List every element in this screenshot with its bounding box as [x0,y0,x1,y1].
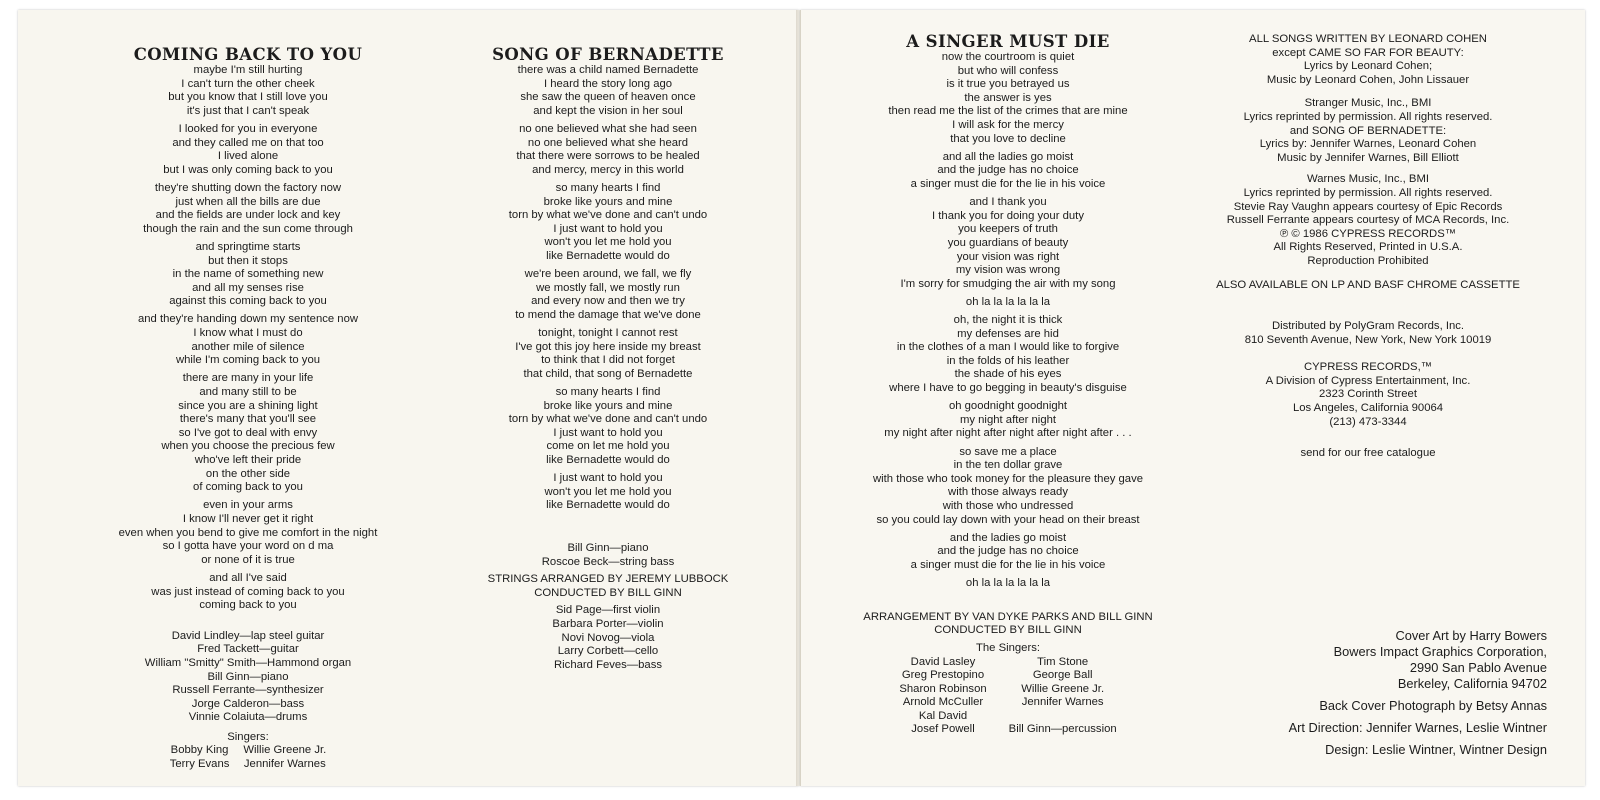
lyric-line: it's just that I can't speak [186,104,310,117]
lyric-line: another mile of silence [191,340,305,353]
credit-line: George Ball [1032,669,1093,682]
coming-back-to-you-column [78,46,418,772]
lyric-line: so you could lay down with your head on their breast [876,513,1140,526]
info-line: Music by Jennifer Warnes, Bill Elliott [1277,151,1459,164]
lyric-stanza [833,532,1183,573]
credit-line: Novi Novog—viola [561,631,655,644]
lyric-line: I'm sorry for smudging the air with my song [900,277,1116,290]
credit-line: Willie Greene Jr. [1021,682,1105,695]
lyric-line: I lived alone [217,150,279,163]
lyric-line: your vision was right [956,250,1060,263]
credit-line: 2990 San Pablo Avenue [1409,660,1547,675]
lyric-line: then read me the list of the crimes that are mine [888,105,1128,118]
info-line: Lyrics by: Jennifer Warnes, Leonard Cohen [1259,138,1477,151]
info-line: 2323 Corinth Street [1319,388,1417,401]
musician-credits-bernadette [438,542,778,569]
lyric-stanza [78,372,418,494]
lyric-line: now the courtroom is quiet [941,51,1075,63]
lyric-line: a singer must die for the lie in his voice [910,558,1106,571]
song-title-coming-back: COMING BACK TO YOU [133,45,363,64]
credit-line: Greg Prestopino [901,669,985,682]
strings-credit [438,573,778,600]
credit-line: Bill Ginn—piano [567,541,649,554]
cover-credits [1289,628,1547,758]
lyric-line: and the judge has no choice [937,164,1079,177]
lyric-line: we mostly fall, we mostly run [536,281,680,294]
info-line: send for our free catalogue [1300,447,1436,460]
art-direction-credit: Art Direction: Jennifer Warnes, Leslie Wintner [1288,720,1547,735]
credit-line: Cover Art by Harry Bowers [1395,628,1547,643]
lyric-line: and all I've said [209,571,287,584]
lyric-line: maybe I'm still hurting [193,64,303,76]
lyric-line: that child, that song of Bernadette [523,367,693,380]
lyric-line: and kept the vision in her soul [533,104,683,117]
lyric-stanza [78,572,418,613]
song-title-singer: A SINGER MUST DIE [906,32,1110,51]
lyrics-singer [833,51,1183,591]
lyric-line: come on let me hold you [546,440,670,453]
lyric-line: a singer must die for the lie in his voice [910,177,1106,190]
singers-column [1009,656,1117,738]
lyric-line: I just want to hold you [553,222,663,235]
lyric-stanza [78,64,418,118]
lyric-stanza [833,51,1183,146]
lyric-line: even when you bend to give me comfort in the night [118,526,378,539]
lyric-stanza [438,268,778,322]
lyric-line: was just instead of coming back to you [151,585,345,598]
lyric-line: oh goodnight goodnight [948,400,1068,413]
lyric-line: and the judge has no choice [937,545,1079,558]
lyric-line: and springtime starts [195,240,301,253]
lyric-stanza [78,182,418,236]
lyric-line: just when all the bills are due [175,195,321,208]
lyric-stanza [438,64,778,118]
lyric-line: I thank you for doing your duty [932,209,1084,222]
info-block [1193,447,1543,461]
lyric-line: won't you let me hold you [544,485,672,498]
lyric-line: coming back to you [199,599,297,612]
lyric-line: torn by what we've done and can't undo [508,413,708,426]
credit-line: Josef Powell [911,723,975,736]
lyric-line: but I was only coming back to you [163,163,333,176]
lyric-line: when you choose the precious few [161,440,335,453]
a-singer-must-die-column [833,33,1183,737]
lyric-line: my vision was wrong [955,264,1061,277]
lyric-line: I just want to hold you [553,472,663,485]
lyric-stanza [438,182,778,264]
credit-line: Jennifer Warnes [1021,696,1104,709]
credit-line: Sharon Robinson [899,682,987,695]
credit-line: Bill Ginn—piano [207,670,289,683]
lyric-stanza [833,151,1183,192]
lyric-stanza [833,196,1183,291]
strings-players [438,604,778,672]
info-block [1193,279,1543,293]
info-block [1193,320,1543,347]
info-line: Los Angeles, California 90064 [1292,402,1444,415]
singers-label: Singers: [227,730,269,743]
lyric-stanza [78,313,418,367]
lyric-stanza [438,386,778,468]
lyric-line: and the ladies go moist [949,531,1067,544]
lyric-stanza [438,327,778,381]
lyric-line: like Bernadette would do [546,454,670,466]
lyric-line: in the name of something new [172,268,324,281]
info-line: Lyrics by Leonard Cohen; [1303,60,1433,73]
credit-line: Roscoe Beck—string bass [541,555,675,568]
credit-line [1009,710,1117,724]
lyric-line: like Bernadette would do [546,249,670,262]
lyric-line: though the rain and the sun come through [143,222,353,235]
lyric-line: and many still to be [199,386,297,399]
lyric-line: my night after night [959,413,1057,426]
lyric-line: and they called me on that too [172,136,324,149]
info-line: Warnes Music, Inc., BMI [1307,173,1429,186]
lyric-line: so I've got to deal with envy [178,426,318,439]
lyric-stanza [833,577,1183,591]
musician-credits-coming-back [78,630,418,725]
credit-line: Vinnie Colaiuta—drums [188,711,308,724]
lyric-line: you guardians of beauty [947,236,1069,249]
info-line: Lyrics reprinted by permission. All rights reserved. [1243,110,1493,123]
lyric-line: broke like yours and mine [543,195,673,208]
lyric-line: to think that I did not forget [541,354,675,367]
lyric-line: against this coming back to you [169,295,327,308]
lyric-stanza [78,499,418,567]
info-block [1193,361,1543,429]
lyric-line: won't you let me hold you [544,236,672,249]
lyric-line: I know what I must do [193,327,303,340]
lyric-line: there are many in your life [182,372,314,385]
singers-column [170,744,230,771]
lyric-line: in the clothes of a man I would like to forgive [896,341,1120,354]
info-line: except CAME SO FAR FOR BEAUTY: [1272,46,1464,59]
lyric-line: I can't turn the other cheek [181,77,315,90]
lyric-line: and they're handing down my sentence now [137,313,359,326]
lyric-line: to mend the damage that we've done [515,308,701,321]
singers-column [243,744,326,771]
credit-line: Tim Stone [1037,655,1089,668]
lyric-line: and all the ladies go moist [942,150,1074,163]
lyric-line: with those always ready [948,486,1068,499]
lyric-line: torn by what we've done and can't undo [508,209,708,222]
lyric-stanza [438,123,778,177]
credit-line: Jennifer Warnes [243,758,326,771]
lyric-line: and every now and then we try [531,295,685,308]
singers-column [899,656,986,738]
credit-line: Barbara Porter—violin [552,617,664,630]
credit-line: Terry Evans [169,758,230,771]
lyric-stanza [833,314,1183,396]
credit-line: Bobby King [170,744,229,757]
lyric-line: even in your arms [203,499,293,512]
lyric-line: oh la la la la la la [965,295,1051,308]
lyric-line: who've left their pride [194,454,302,466]
info-line: Music by Leonard Cohen, John Lissauer [1266,73,1470,86]
info-line: A Division of Cypress Entertainment, Inc. [1265,374,1471,387]
info-line: ALL SONGS WRITTEN BY LEONARD COHEN [1249,33,1487,45]
lyric-line: on the other side [205,467,291,480]
lyric-line: with those who undressed [942,499,1074,512]
lyric-line: she saw the queen of heaven once [520,91,696,104]
cover-art-credit [1289,628,1547,692]
lyric-line: we're been around, we fall, we fly [524,268,692,281]
lyric-line: oh la la la la la la [965,577,1051,590]
credit-line: Bill Ginn—percussion [1008,723,1117,736]
credit-line: David Lasley [910,655,976,668]
lyric-line: that there were sorrows to be healed [516,150,700,163]
lyric-stanza [833,400,1183,441]
lyric-line: and I thank you [969,196,1047,209]
lyric-line: tonight, tonight I cannot rest [538,327,678,340]
credit-line: CONDUCTED BY BILL GINN [534,586,682,599]
song-title-bernadette: SONG OF BERNADETTE [492,45,724,64]
info-line: Russell Ferrante appears courtesy of MCA Records, Inc. [1226,214,1510,227]
lyric-line: where I have to go begging in beauty's disguise [889,382,1127,395]
singers-label: The Singers: [975,641,1041,654]
credit-line: Berkeley, California 94702 [1397,676,1547,691]
info-line: ALSO AVAILABLE ON LP AND BASF CHROME CASSETTE [1216,278,1520,291]
credit-line: Richard Feves—bass [554,658,662,671]
lyric-line: there's many that you'll see [179,413,317,426]
photo-credit: Back Cover Photograph by Betsy Annas [1319,698,1547,713]
credit-line: Willie Greene Jr. [243,744,327,757]
credit-line: David Lindley—lap steel guitar [171,629,325,642]
credit-line: Fred Tackett—guitar [197,643,299,656]
lyric-line: I just want to hold you [553,426,663,439]
lyric-stanza [78,241,418,309]
lyric-line: like Bernadette would do [546,499,670,512]
lyric-line: broke like yours and mine [543,399,673,412]
credit-line: William "Smitty" Smith—Hammond organ [144,656,352,669]
info-line: Distributed by PolyGram Records, Inc. [1271,320,1465,333]
lyric-line: there was a child named Bernadette [517,64,699,76]
singers-grid [78,744,418,771]
info-line: ℗ © 1986 CYPRESS RECORDS™ [1279,227,1457,240]
credit-line: Bowers Impact Graphics Corporation, [1333,644,1547,659]
lyric-stanza [438,472,778,513]
lyric-line: my night after night after night after night after . . . [884,427,1132,440]
info-block [1193,97,1543,165]
lyric-line: I know I'll never get it right [182,512,314,525]
info-line: Stranger Music, Inc., BMI [1304,97,1432,110]
design-credit: Design: Leslie Wintner, Wintner Design [1325,742,1547,757]
lyric-line: the answer is yes [964,91,1052,104]
lyric-stanza [833,446,1183,528]
left-page [18,10,799,786]
lyric-line: so save me a place [959,445,1057,458]
lyric-line: the shade of his eyes [954,368,1062,381]
info-line: and SONG OF BERNADETTE: [1289,124,1447,137]
lyric-line: but who will confess [957,64,1059,77]
lyric-stanza [833,296,1183,310]
credit-line: Russell Ferrante—synthesizer [172,684,324,697]
lyric-line: they're shutting down the factory now [154,181,342,194]
info-line: All Rights Reserved, Printed in U.S.A. [1273,241,1463,254]
lyric-line: no one believed what she heard [527,136,689,149]
lyric-line: but then it stops [208,254,288,267]
info-line: CYPRESS RECORDS,™ [1303,361,1433,374]
credit-line: Larry Corbett—cello [557,645,659,658]
credit-line: Kal David [918,709,968,722]
lyrics-coming-back [78,64,418,613]
lyric-line: you keepers of truth [958,223,1058,236]
lyric-line: since you are a shining light [178,399,318,412]
arrangement-credit [833,611,1183,638]
info-line: Stevie Ray Vaughn appears courtesy of Epic Records [1233,200,1503,213]
info-line: Lyrics reprinted by permission. All rights reserved. [1243,186,1493,199]
credit-line: ARRANGEMENT BY VAN DYKE PARKS AND BILL GINN [863,610,1153,623]
lyric-line: in the ten dollar grave [953,459,1063,472]
info-block [1193,33,1543,87]
lyric-stanza [78,123,418,177]
lyrics-bernadette [438,64,778,513]
lyric-line: no one believed what she had seen [519,122,697,135]
lyric-line: and the fields are under lock and key [155,209,341,222]
lyric-line: in the folds of his leather [946,354,1070,367]
credit-line: Sid Page—first violin [555,604,661,617]
publishing-info-column [1193,33,1543,461]
lyric-line: or none of it is true [201,553,295,566]
credit-line: Arnold McCuller [902,696,984,709]
lyric-line: I looked for you in everyone [178,122,318,135]
lyric-line: of coming back to you [193,481,303,494]
song-of-bernadette-column [438,46,778,672]
lyric-line: I heard the story long ago [543,77,673,90]
lyric-line: oh, the night it is thick [953,314,1063,327]
info-line: (213) 473-3344 [1329,415,1407,428]
credit-line: CONDUCTED BY BILL GINN [934,624,1082,637]
credit-line: STRINGS ARRANGED BY JEREMY LUBBOCK [487,573,729,586]
lyric-line: so many hearts I find [555,181,661,194]
lyric-line: I will ask for the mercy [952,118,1064,131]
lyric-line: and all my senses rise [192,281,304,294]
lyric-line: is it true you betrayed us [946,78,1070,91]
lyric-line: with those who took money for the pleasure they gave [872,472,1144,485]
credit-line: Jorge Calderon—bass [191,697,305,710]
lyric-line: while I'm coming back to you [175,354,321,367]
info-line: Reproduction Prohibited [1307,254,1429,267]
right-page [800,10,1585,786]
lyric-line: so many hearts I find [555,386,661,399]
lyric-line: I've got this joy here inside my breast [515,340,701,353]
lyric-line: but you know that I still love you [168,91,328,104]
info-line: 810 Seventh Avenue, New York, New York 10019 [1244,333,1492,346]
lyric-line: so I gotta have your word on d ma [162,540,334,553]
info-block [1193,173,1543,268]
singers-grid [833,656,1183,738]
lyric-line: and mercy, mercy in this world [532,163,684,176]
lyric-line: that you love to decline [950,132,1066,145]
lyric-line: my defenses are hid [957,327,1059,340]
